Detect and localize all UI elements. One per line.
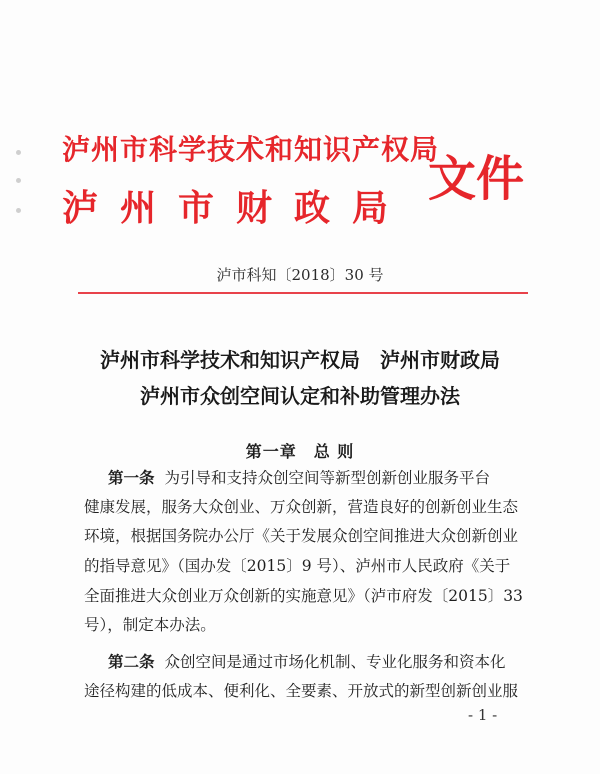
red-divider — [78, 292, 528, 294]
binding-hole — [16, 178, 21, 183]
document-title-line-2: 泸州市众创空间认定和补助管理办法 — [140, 384, 460, 408]
document-title-line-1: 泸州市科学技术和知识产权局 泸州市财政局 — [100, 348, 500, 372]
document-word: 文件 — [428, 151, 525, 207]
article-1-line-1 — [108, 468, 568, 488]
article-2-line-2: 途径构建的低成本、便利化、全要素、开放式的新型创新创业服 — [84, 682, 519, 700]
article-2-line-1 — [108, 652, 568, 672]
binding-hole — [16, 150, 21, 155]
article-1-line-4: 的指导意见》（国办发〔2015〕9 号）、泸州市人民政府《关于 — [84, 557, 511, 575]
header-org-line-1: 泸州市科学技术和知识产权局 — [62, 133, 440, 166]
chapter-heading: 第一章 总 则 — [245, 442, 355, 461]
header-org-line-2: 泸州市财政局 — [62, 187, 411, 229]
article-1-text: 为引导和支持众创空间等新型创新创业服务平台 — [164, 469, 491, 487]
binding-hole — [16, 208, 21, 213]
article-1-line-5: 全面推进大众创业万众创新的实施意见》（泸市府发〔2015〕33 — [84, 587, 523, 605]
article-1-head: 第一条 — [108, 468, 155, 487]
article-2-text: 众创空间是通过市场化机制、专业化服务和资本化 — [164, 653, 506, 671]
article-1-line-6: 号），制定本办法。 — [84, 616, 216, 634]
article-1-line-2: 健康发展，服务大众创业、万众创新，营造良好的创新创业生态 — [84, 498, 519, 516]
document-number: 泸市科知〔2018〕30 号 — [216, 266, 384, 284]
article-2-head: 第二条 — [108, 652, 155, 671]
article-1-line-3: 环境，根据国务院办公厅《关于发展众创空间推进大众创新创业 — [84, 527, 519, 545]
page-number: - 1 - — [468, 706, 498, 724]
